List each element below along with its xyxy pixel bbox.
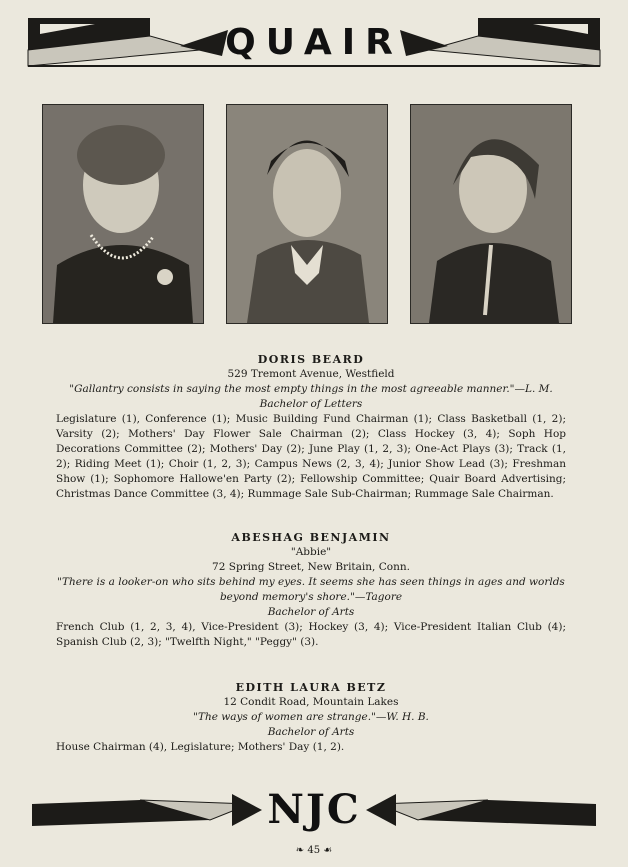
portrait-abeshag-benjamin <box>226 104 388 324</box>
header-banner <box>0 10 628 74</box>
student-activities: House Chairman (4), Legislature; Mothers' Day (1, 2). <box>56 741 345 753</box>
footer-banner <box>0 780 628 840</box>
page-number: ❧ 45 ☙ <box>295 845 333 856</box>
ornament-left-icon: ❧ <box>295 845 308 856</box>
college-monogram: NJC <box>267 786 361 833</box>
student-degree: Bachelor of Letters <box>259 398 363 410</box>
student-quote: "There is a looker-on who sits behind my eyes. It seems she has seen things in ages and worlds beyond memory's shore."—Tagore <box>57 576 565 603</box>
student-degree: Bachelor of Arts <box>267 726 355 738</box>
student-address: 12 Condit Road, Mountain Lakes <box>223 696 399 708</box>
student-degree: Bachelor of Arts <box>267 606 355 618</box>
student-name: DORIS BEARD <box>257 353 365 366</box>
student-address: 72 Spring Street, New Britain, Conn. <box>212 561 410 573</box>
student-name: ABESHAG BENJAMIN <box>231 531 391 544</box>
senior-entry-edith-laura-betz <box>56 680 566 755</box>
student-address: 529 Tremont Avenue, Westfield <box>227 368 395 380</box>
portrait-row <box>42 104 572 322</box>
student-activities: French Club (1, 2, 3, 4), Vice-President (3); Hockey (3, 4); Vice-President Italian Club (4); Spanish Club (2, 3); "Twelfth Night," "Peggy" (3). <box>56 621 566 648</box>
student-quote: "Gallantry consists in saying the most empty things in the most agreeable manner."—L. M. <box>69 383 553 395</box>
portrait-edith-laura-betz <box>410 104 572 324</box>
portrait-doris-beard <box>42 104 204 324</box>
yearbook-title: QUAIR <box>225 22 403 63</box>
student-nickname: "Abbie" <box>290 546 332 558</box>
student-quote: "The ways of women are strange."—W. H. B. <box>193 711 429 723</box>
senior-entry-abeshag-benjamin <box>56 530 566 650</box>
student-activities: Legislature (1), Conference (1); Music Building Fund Chairman (1); Class Basketball (1, 2); Varsity (2); Mothers' Day Flower Sale Chairman (2); Class Hockey (3, 4); Soph Hop Decorations Committee (2); Mothers' Day (2); June Play (1, 2, 3); One-Act Plays (3); Track (1, 2); Riding Meet (1); Choir (1, 2, 3); Campus News (2, 3, 4); Junior Show Lead (3); Freshman Show (1); Sophomore Hallowe'en Party (2); Fellowship Committee; Quair Board Advertising; Christmas Dance Committee (3, 4); Rummage Sale Sub-Chairman; Rummage Sale Chairman. <box>56 413 566 500</box>
senior-entry-doris-beard <box>56 352 566 502</box>
ornament-right-icon: ☙ <box>320 845 333 856</box>
student-name: EDITH LAURA BETZ <box>235 681 387 694</box>
